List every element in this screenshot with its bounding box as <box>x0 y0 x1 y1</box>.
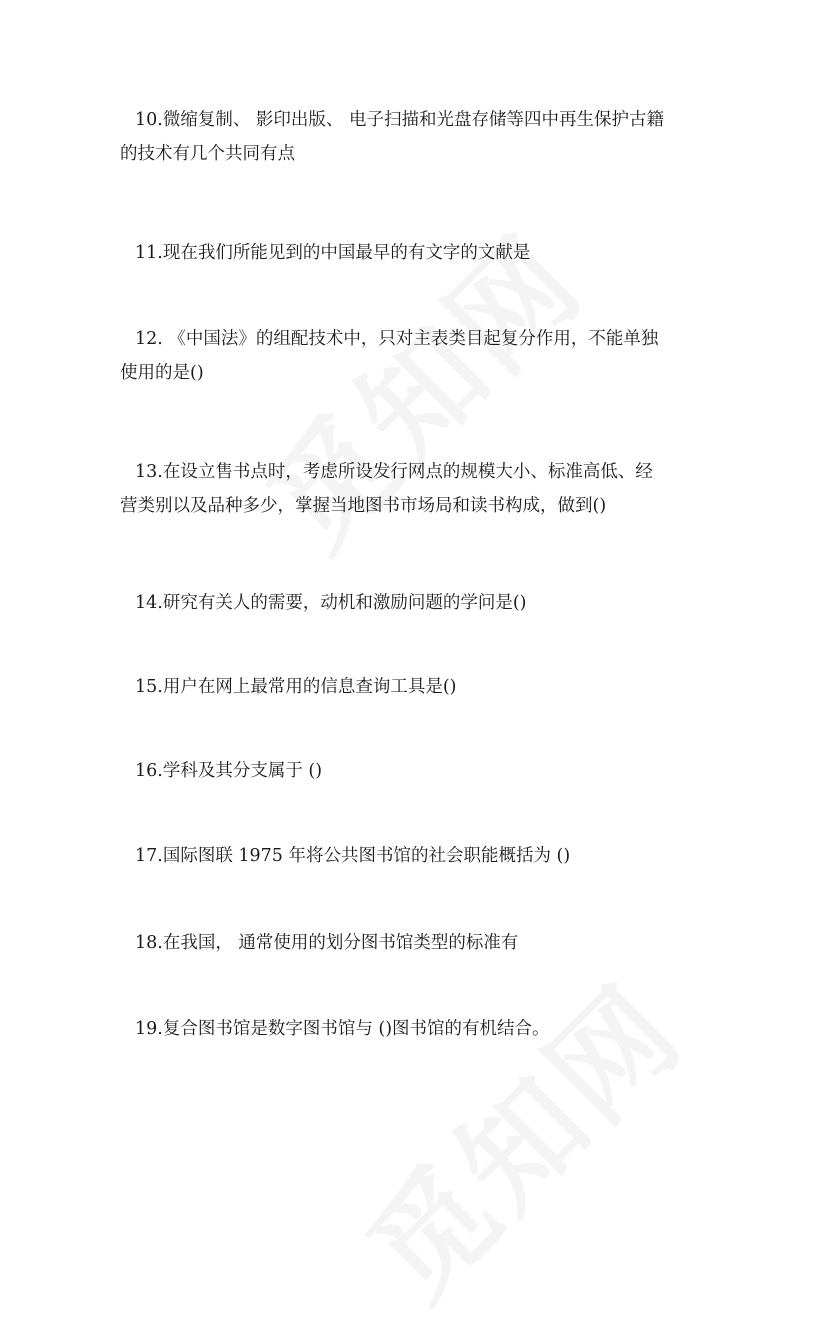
question-19 <box>120 1012 720 1046</box>
question-17 <box>120 839 720 873</box>
question-14 <box>120 586 720 620</box>
question-line: 11.现在我们所能见到的中国最早的有文字的文献是 <box>135 243 531 263</box>
question-15 <box>120 670 720 704</box>
watermark <box>325 942 714 1330</box>
question-10 <box>120 103 720 171</box>
question-line: 13.在设立售书点时，考虑所设发行网点的规模大小、标准高低、经 <box>135 462 653 482</box>
question-line: 16.学科及其分支属于 () <box>135 761 323 781</box>
question-16 <box>120 754 720 788</box>
question-line: 19.复合图书馆是数字图书馆与 ()图书馆的有机结合。 <box>135 1019 550 1039</box>
question-11 <box>120 236 720 270</box>
question-line: 12. 《中国法》的组配技术中，只对主表类目起复分作用，不能单独 <box>135 329 659 349</box>
question-13 <box>120 455 720 523</box>
question-line: 营类别以及品种多少，掌握当地图书市场局和读书构成，做到() <box>120 496 607 516</box>
question-line: 使用的是() <box>120 363 204 383</box>
question-line: 17.国际图联 1975 年将公共图书馆的社会职能概括为 () <box>135 846 571 866</box>
question-line: 的技术有几个共同有点 <box>120 144 295 164</box>
question-line: 18.在我国， 通常使用的划分图书馆类型的标准有 <box>135 933 519 953</box>
question-18 <box>120 926 720 960</box>
question-line: 14.研究有关人的需要，动机和激励问题的学问是() <box>135 593 527 613</box>
question-line: 10.微缩复制、 影印出版、 电子扫描和光盘存储等四中再生保护古籍 <box>135 110 664 130</box>
question-line: 15.用户在网上最常用的信息查询工具是() <box>135 677 457 697</box>
question-12 <box>120 322 720 390</box>
